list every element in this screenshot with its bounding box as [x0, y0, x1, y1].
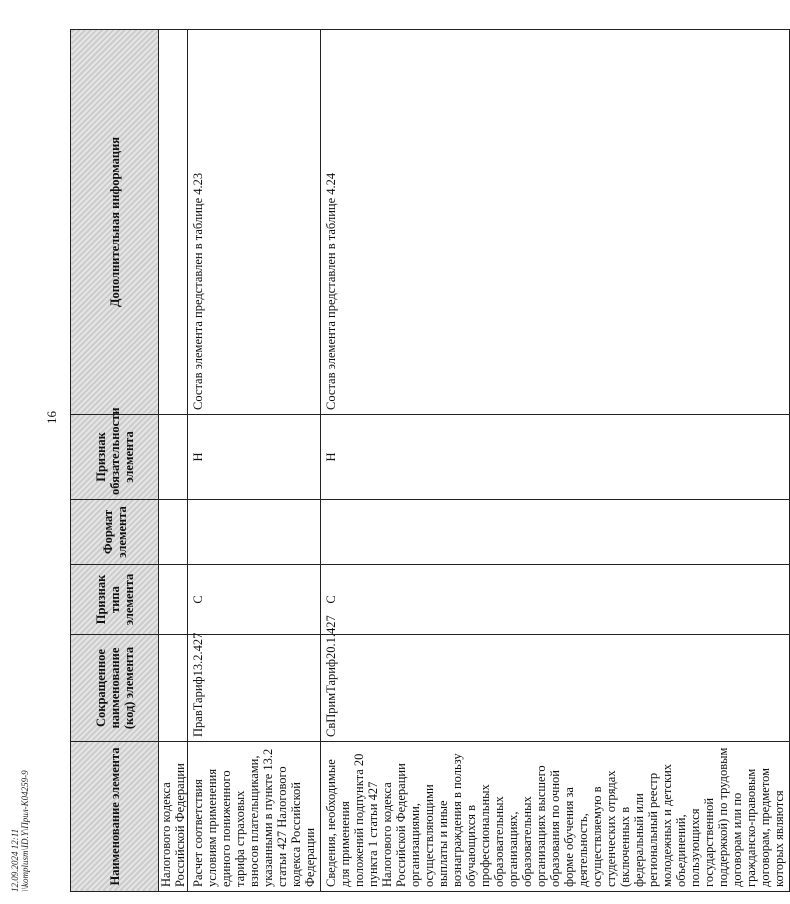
- cell-type: [159, 565, 188, 635]
- cell-required: Н: [188, 415, 321, 500]
- cell-format: [321, 500, 790, 565]
- table-header-row: [71, 30, 159, 892]
- header-required: Признак обязательности элемента: [71, 415, 159, 500]
- cell-short-name: СвПримТариф20.1.427: [321, 635, 790, 742]
- document-table: [70, 29, 790, 892]
- footer-timestamp: 12.09.2024 12:11: [10, 828, 20, 892]
- header-short-name: Сокращенное наименование (код) элемента: [71, 635, 159, 742]
- cell-required: Н: [321, 415, 790, 500]
- header-additional-info: Дополнительная информация: [71, 30, 159, 415]
- cell-format: [188, 500, 321, 565]
- cell-additional-info: Состав элемента представлен в таблице 4.24: [321, 30, 790, 415]
- document-table-container: [70, 30, 786, 892]
- cell-short-name: ПравТариф13.2.427: [188, 635, 321, 742]
- header-format: Формат элемента: [71, 500, 159, 565]
- table-row: [159, 30, 188, 892]
- table-row: [188, 30, 321, 892]
- footer-file-path: \\komplusm\ID.Y\Прил-К04259-9: [20, 770, 30, 892]
- header-element-name: Наименование элемента: [71, 742, 159, 892]
- cell-type: С: [188, 565, 321, 635]
- cell-type: С: [321, 565, 790, 635]
- cell-format: [159, 500, 188, 565]
- page-number: 16: [44, 411, 59, 424]
- cell-required: [159, 415, 188, 500]
- cell-element-name: Сведения, необходимые для применения положений подпункта 20 пункта 1 статьи 427 Налогового кодекса Российской Федерации организациями, осуществляющими выплаты и иные вознаграждения в пользу обучающихся в профессиональных образовательных организациях, образовательных организациях высшего образования по очной форме обучения за деятельность, осуществляемую в студенческих отрядах (включенных в федеральный или региональный реестр молодежных и детских объединений, пользующихся государственной поддержкой) по трудовым договорам или по гражданско-правовым договорам, предметом которых являются: [321, 742, 790, 892]
- cell-element-name: Налогового кодекса Российской Федерации: [159, 742, 188, 892]
- cell-element-name: Расчет соответствия условиям применения единого пониженного тарифа страховых взносов плательщиками, указанными в пункте 13.2 статьи 427 Налогового кодекса Российской Федерации: [188, 742, 321, 892]
- cell-additional-info: Состав элемента представлен в таблице 4.23: [188, 30, 321, 415]
- header-type: Признак типа элемента: [71, 565, 159, 635]
- table-row: [321, 30, 790, 892]
- document-footer: [10, 762, 30, 892]
- cell-additional-info: [159, 30, 188, 415]
- cell-short-name: [159, 635, 188, 742]
